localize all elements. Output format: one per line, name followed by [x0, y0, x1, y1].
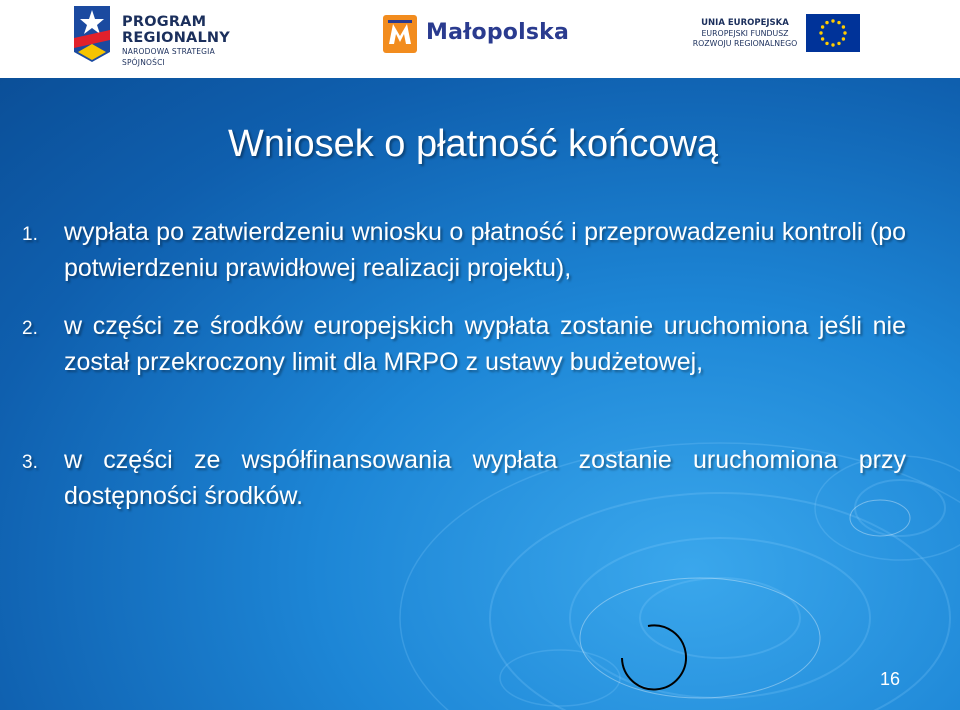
list-item [22, 442, 906, 514]
list-item-text: w części ze środków europejskich wypłata zostanie uruchomiona jeśli nie został przekroczony limit dla MRPO z ustawy budżetowej, [64, 312, 906, 376]
water-ripples-decoration [0, 78, 960, 710]
list-item-number: 3. [22, 452, 38, 473]
list-item-text: w części ze współfinansowania wypłata zostanie uruchomiona przy dostępności środków. [64, 446, 906, 510]
slide-title: Wniosek o płatność końcową [228, 123, 719, 165]
program-regionalny-line3: NARODOWA STRATEGIA SPÓJNOŚCI [122, 47, 215, 67]
page-number: 16 [879, 669, 901, 689]
malopolska-emblem-icon [382, 14, 418, 54]
program-regionalny-logo [70, 4, 260, 67]
list-item-text: wypłata po zatwierdzeniu wniosku o płatność i przeprowadzeniu kontroli (po potwierdzeniu prawidłowej realizacji projektu), [64, 218, 906, 282]
list-item [22, 214, 906, 286]
program-regionalny-line2: REGIONALNY [122, 30, 230, 46]
malopolska-logo-text: Małopolska [426, 20, 569, 45]
program-regionalny-emblem-icon [70, 4, 114, 64]
slide-body [0, 78, 960, 710]
program-regionalny-text [122, 14, 260, 68]
logo-bar [0, 0, 960, 78]
list-item-number: 2. [22, 318, 38, 339]
program-regionalny-line1: PROGRAM [122, 14, 207, 30]
malopolska-logo [382, 14, 572, 56]
eu-logo [690, 14, 860, 54]
list-item-number: 1. [22, 224, 38, 245]
eu-line1: UNIA EUROPEJSKA [701, 18, 789, 28]
eu-logo-text [690, 18, 800, 49]
eu-flag-icon [806, 14, 860, 52]
eu-line3: ROZWOJU REGIONALNEGO [692, 39, 798, 48]
eu-line2: EUROPEJSKI FUNDUSZ [701, 29, 789, 38]
list-item [22, 308, 906, 380]
